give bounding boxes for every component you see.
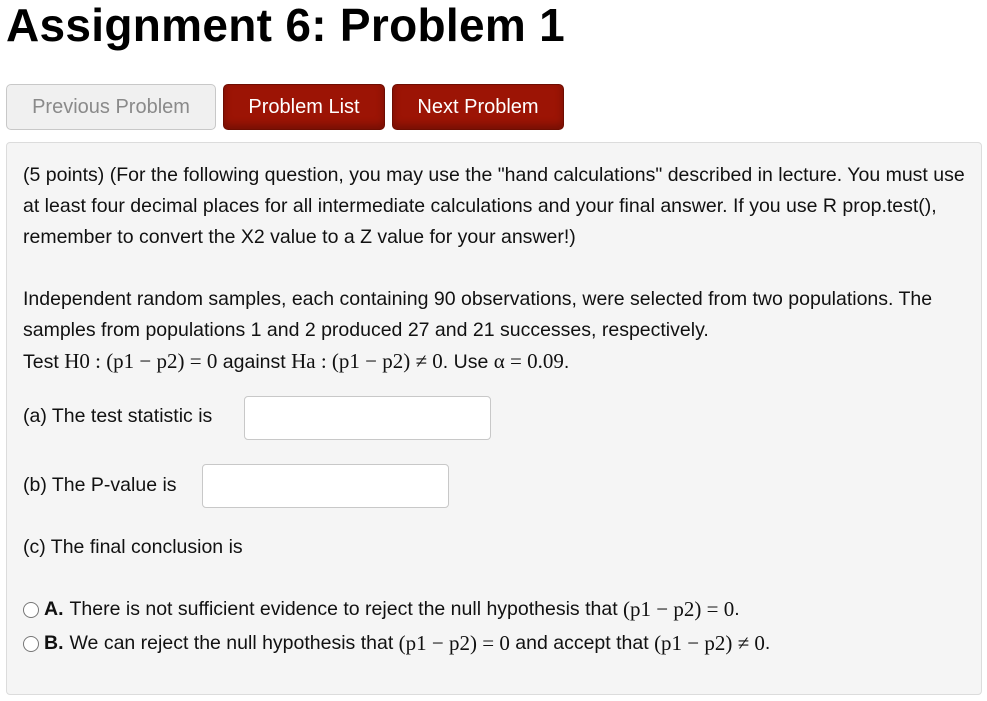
p-value-input[interactable] xyxy=(202,464,449,508)
alpha-suffix: . xyxy=(563,351,570,373)
use-alpha-prefix: . Use xyxy=(442,351,489,373)
choice-a[interactable] xyxy=(23,597,740,622)
choice-a-radio[interactable] xyxy=(23,602,39,618)
test-prefix: Test xyxy=(23,351,59,373)
part-b-label: (b) The P-value is xyxy=(23,474,177,496)
choice-a-text: There is not sufficient evidence to reject the null hypothesis that xyxy=(69,598,618,620)
previous-problem-button[interactable]: Previous Problem xyxy=(6,84,216,130)
choice-b-math: (p1 − p2) = 0 xyxy=(398,631,510,655)
problem-panel xyxy=(6,142,982,695)
choice-b-text: We can reject the null hypothesis that xyxy=(69,632,394,654)
choice-b-math-2: (p1 − p2) ≠ 0 xyxy=(654,631,765,655)
problem-statement xyxy=(23,284,973,378)
choice-b-middle: and accept that xyxy=(515,632,649,654)
choice-b-radio[interactable] xyxy=(23,636,39,652)
part-c-label: (c) The final conclusion is xyxy=(23,536,243,558)
page-title: Assignment 6: Problem 1 xyxy=(6,0,566,51)
choice-a-math: (p1 − p2) = 0 xyxy=(623,597,735,621)
problem-setup-text: Independent random samples, each containing 90 observations, were selected from two populations. The samples from populations 1 and 2 produced 27 and 21 successes, respectively. xyxy=(23,288,933,341)
choice-b-letter: B. xyxy=(44,632,64,654)
next-problem-button[interactable]: Next Problem xyxy=(392,84,564,130)
problem-instructions: (5 points) (For the following question, you may use the "hand calculations" described in lecture. You must use at least four decimal places for all intermediate calculations and your final answer. If you use R prop.test(), remember to convert the X2 value to a Z value for your answer!) xyxy=(23,164,965,248)
against-text: against xyxy=(222,351,286,373)
alternative-hypothesis: Ha : (p1 − p2) ≠ 0 xyxy=(291,349,443,373)
part-a-label: (a) The test statistic is xyxy=(23,405,213,427)
alpha-value: α = 0.09 xyxy=(493,349,564,373)
choice-a-letter: A. xyxy=(44,598,64,620)
choice-a-suffix: . xyxy=(734,598,740,620)
null-hypothesis: H0 : (p1 − p2) = 0 xyxy=(64,349,218,373)
choice-b[interactable] xyxy=(23,631,770,656)
problem-list-button[interactable]: Problem List xyxy=(223,84,385,130)
choice-b-suffix: . xyxy=(764,632,771,654)
test-statistic-input[interactable] xyxy=(244,396,491,440)
